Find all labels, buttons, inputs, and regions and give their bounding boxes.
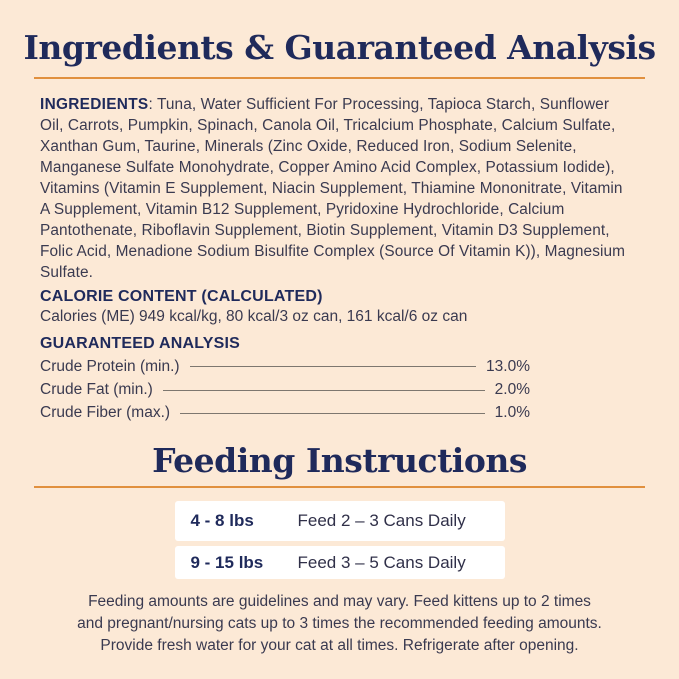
calorie-content-text: Calories (ME) 949 kcal/kg, 80 kcal/3 oz can, 161 kcal/6 oz can [40,308,468,325]
ingredients-paragraph [40,94,635,283]
weight-range-label: 9 - 15 lbs [190,552,264,572]
analysis-row-crude-fiber [40,402,530,425]
orange-divider-top [34,77,645,79]
feeding-section-title: Feeding Instructions [152,441,527,481]
analysis-row-crude-protein [40,355,530,378]
feeding-note-line: Feeding amounts are guidelines and may vary. Feed kittens up to 2 times [88,593,591,611]
leader-line [163,390,485,391]
analysis-label: Crude Protein (min.) [40,357,180,375]
ingredients-label: INGREDIENTS [40,96,149,113]
feeding-note-line: and pregnant/nursing cats up to 3 times the recommended feeding amounts. [77,615,602,633]
guaranteed-analysis-table [40,355,530,425]
ingredients-section-title: Ingredients & Guaranteed Analysis [23,28,656,67]
analysis-row-crude-fat [40,378,530,401]
leader-line [190,366,477,367]
orange-divider-bottom [34,486,645,488]
feeding-row-large-cat [175,546,505,579]
ingredients-text: : Tuna, Water Sufficient For Processing, Tapioca Starch, Sunflower Oil, Carrots, Pumpkin, Spinach, Canola Oil, Tricalcium Phosphate, Calcium Sulfate, Xanthan Gum, Taurine, Minerals (Zinc Oxide, Reduced Iron, Sodium Selenite, Manganese Sulfate Monohydrate, Copper Amino Acid Complex, Potassium Iodide), Vitamins (Vitamin E Supplement, Niacin Supplement, Thiamine Mononitrate, Vitamin A Supplement, Vitamin B12 Supplement, Pyridoxine Hydrochloride, Calcium Pantothenate, Riboflavin Supplement, Biotin Supplement, Vitamin D3 Supplement, Folic Acid, Menadione Sodium Bisulfite Complex (Source Of Vitamin K)), Magnesium Sulfate. [40,96,626,281]
weight-range-label: 4 - 8 lbs [190,511,254,531]
leader-line [180,413,485,414]
feeding-row-small-cat [175,501,505,541]
analysis-value: 1.0% [494,404,530,422]
analysis-value: 2.0% [494,381,530,399]
calorie-content-heading: CALORIE CONTENT (CALCULATED) [40,288,323,305]
analysis-value: 13.0% [486,357,530,375]
feeding-note-line: Provide fresh water for your cat at all times. Refrigerate after opening. [100,637,579,655]
analysis-label: Crude Fiber (max.) [40,404,171,422]
feeding-table [175,501,505,579]
feeding-instruction-text: Feed 2 – 3 Cans Daily [297,511,466,531]
feeding-instruction-text: Feed 3 – 5 Cans Daily [297,552,466,572]
guaranteed-analysis-heading: GUARANTEED ANALYSIS [40,335,240,352]
feeding-note [0,591,679,657]
analysis-label: Crude Fat (min.) [40,381,153,399]
